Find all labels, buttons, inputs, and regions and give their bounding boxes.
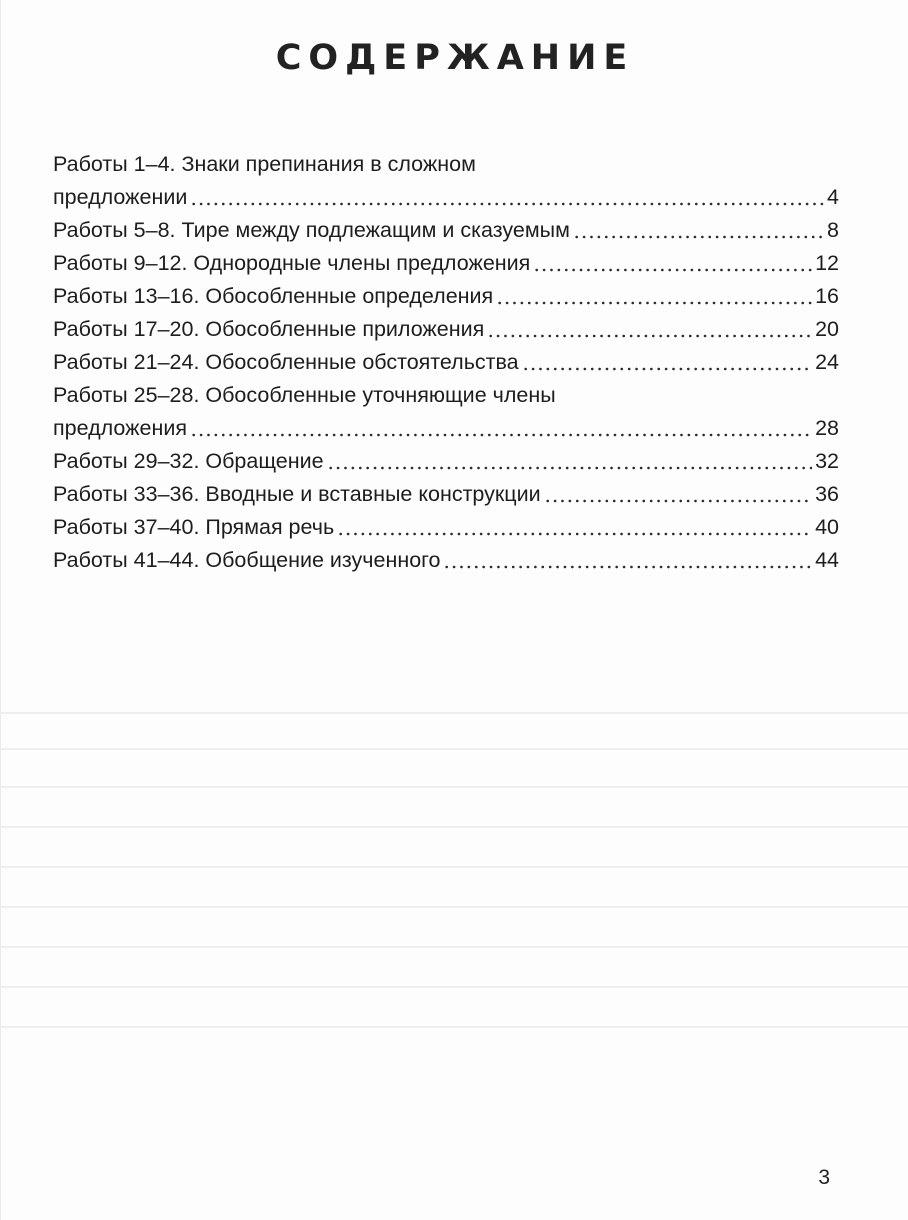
- toc-entry-label: Работы 13–16. Обособленные определения: [53, 284, 494, 308]
- dot-leader: [487, 318, 812, 340]
- toc-entry[interactable]: [53, 313, 839, 346]
- bleed-through-line: [1, 712, 908, 714]
- bleed-through-line: [1, 866, 908, 868]
- toc-entry-label: Работы 17–20. Обособленные приложения: [53, 317, 485, 341]
- toc-entry-label: Работы 41–44. Обобщение изученного: [53, 548, 441, 572]
- table-of-contents: [53, 148, 839, 577]
- bleed-through-line: [1, 906, 908, 908]
- dot-leader: [190, 417, 812, 439]
- toc-entry-page: 32: [815, 449, 839, 473]
- toc-entry-page: 28: [815, 416, 839, 440]
- toc-entry[interactable]: [53, 280, 839, 313]
- toc-entry-page: 16: [815, 284, 839, 308]
- toc-entry-label: предложении: [53, 185, 188, 209]
- dot-leader: [443, 549, 812, 571]
- toc-entry[interactable]: [53, 511, 839, 544]
- toc-entry-first-line: Работы 1–4. Знаки препинания в сложном: [53, 152, 476, 176]
- dot-leader: [522, 351, 812, 373]
- toc-entry-page: 40: [815, 515, 839, 539]
- toc-entry-label: Работы 37–40. Прямая речь: [53, 515, 335, 539]
- toc-entry[interactable]: [53, 247, 839, 280]
- toc-entry[interactable]: [53, 214, 839, 247]
- toc-entry[interactable]: [53, 445, 839, 478]
- dot-leader: [327, 450, 812, 472]
- bleed-through-line: [1, 986, 908, 988]
- dot-leader: [190, 186, 824, 208]
- toc-entry-label: Работы 9–12. Однородные члены предложения: [53, 251, 531, 275]
- page-title: СОДЕРЖАНИЕ: [275, 38, 635, 78]
- dot-leader: [573, 219, 824, 241]
- toc-entry-page: 8: [827, 218, 839, 242]
- toc-entry[interactable]: [53, 346, 839, 379]
- bleed-through-line: [1, 1026, 908, 1028]
- bleed-through-line: [1, 826, 908, 828]
- toc-entry[interactable]: [53, 148, 839, 214]
- toc-entry[interactable]: [53, 379, 839, 445]
- toc-entry-page: 4: [827, 185, 839, 209]
- toc-entry[interactable]: [53, 478, 839, 511]
- dot-leader: [544, 483, 812, 505]
- bleed-through-line: [1, 786, 908, 788]
- toc-entry[interactable]: [53, 544, 839, 577]
- toc-entry-page: 36: [815, 482, 839, 506]
- dot-leader: [496, 285, 812, 307]
- toc-entry-page: 12: [815, 251, 839, 275]
- dot-leader: [533, 252, 812, 274]
- page-number: 3: [818, 1166, 830, 1189]
- toc-entry-page: 24: [815, 350, 839, 374]
- bleed-through-line: [1, 946, 908, 948]
- toc-entry-label: Работы 29–32. Обращение: [53, 449, 324, 473]
- bleed-through-line: [1, 748, 908, 750]
- toc-entry-page: 20: [815, 317, 839, 341]
- toc-entry-label: Работы 5–8. Тире между подлежащим и сказуемым: [53, 218, 570, 242]
- toc-entry-label: предложения: [53, 416, 187, 440]
- dot-leader: [337, 516, 812, 538]
- toc-entry-label: Работы 21–24. Обособленные обстоятельства: [53, 350, 519, 374]
- toc-entry-first-line: Работы 25–28. Обособленные уточняющие члены: [53, 383, 556, 407]
- toc-entry-label: Работы 33–36. Вводные и вставные конструкции: [53, 482, 541, 506]
- toc-entry-page: 44: [815, 548, 839, 572]
